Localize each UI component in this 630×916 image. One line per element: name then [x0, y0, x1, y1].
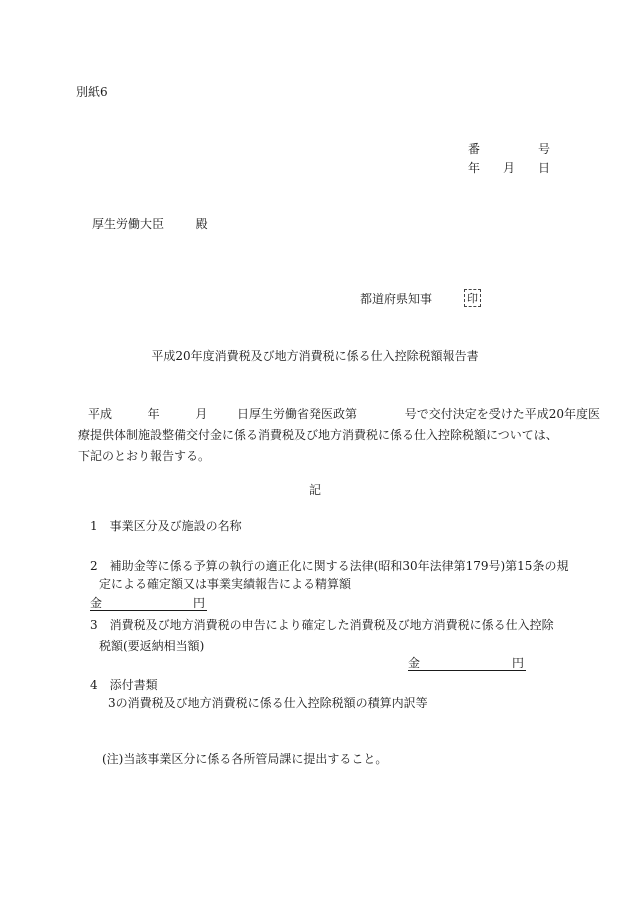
item-2-kin: 金 [90, 596, 103, 610]
item-3-kin: 金 [408, 656, 421, 670]
ki-heading: 記 [308, 483, 321, 497]
item-4: 4 添付書類 [90, 678, 158, 692]
addressee [92, 218, 208, 230]
attachment-label: 別紙6 [76, 85, 108, 99]
note: (注)当該事業区分に係る各所管局課に提出すること。 [102, 752, 388, 766]
intro-heisei: 平成 [88, 407, 113, 421]
seal-stamp: 印 [464, 289, 481, 307]
number-char-ban: 番 [468, 142, 481, 156]
number-char-go: 号 [538, 142, 551, 156]
intro-year: 年 [147, 407, 160, 421]
date-month: 月 [503, 161, 516, 175]
intro-line-3: 下記のとおり報告する。 [78, 449, 211, 463]
item-2-line-1: 2 補助金等に係る予算の執行の適正化に関する法律(昭和30年法律第179号)第15条の規 [90, 559, 569, 573]
intro-month: 月 [195, 407, 208, 421]
item-2-line-2: 定による確定額又は事業実績報告による精算額 [99, 577, 352, 591]
item-1: 1 事業区分及び施設の名称 [90, 519, 242, 533]
intro-line-1 [88, 408, 600, 420]
addressee-name: 厚生労働大臣 [92, 217, 165, 231]
sender-title: 都道府県知事 [360, 292, 433, 306]
item-3-yen: 円 [511, 656, 524, 670]
item-2-yen: 円 [192, 596, 205, 610]
item-2-amount [90, 597, 207, 611]
item-3-line-1: 3 消費税及び地方消費税の申告により確定した消費税及び地方消費税に係る仕入控除 [90, 618, 554, 632]
date-day: 日 [538, 161, 551, 175]
intro-day-ministry: 日厚生労働省発医政第 [237, 407, 358, 421]
document-title: 平成20年度消費税及び地方消費税に係る仕入控除税額報告書 [151, 349, 479, 363]
intro-line-2: 療提供体制施設整備交付金に係る消費税及び地方消費税に係る仕入控除税額については、 [78, 428, 558, 442]
addressee-honorific: 殿 [195, 217, 208, 231]
item-3-line-2: 税額(要返納相当額) [99, 639, 205, 653]
item-4-detail: 3の消費税及び地方消費税に係る仕入控除税額の積算内訳等 [108, 696, 428, 710]
item-3-amount [408, 657, 526, 671]
intro-number-rest: 号で交付決定を受けた平成20年度医 [404, 407, 600, 421]
date-year: 年 [468, 161, 481, 175]
